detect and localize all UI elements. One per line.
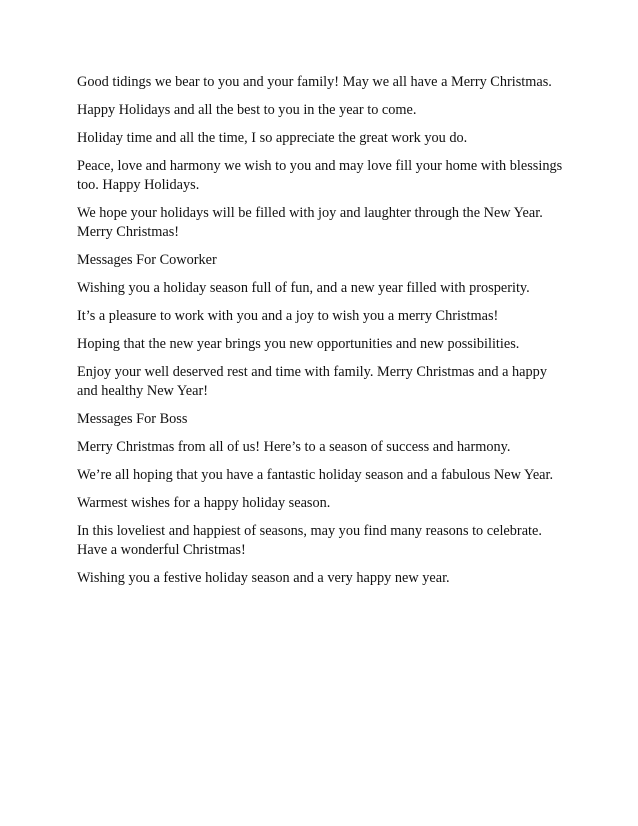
paragraph-joy-laughter: We hope your holidays will be filled with joy and laughter through the New Year. Merry Christmas!: [77, 205, 543, 240]
paragraph-pleasure-to-work: It’s a pleasure to work with you and a joy to wish you a merry Christmas!: [77, 308, 499, 324]
paragraph-warmest-wishes: Warmest wishes for a happy holiday season.: [77, 495, 331, 511]
paragraph-well-deserved-rest: Enjoy your well deserved rest and time with family. Merry Christmas and a happy and healthy New Year!: [77, 364, 547, 399]
paragraph-season-of-fun: Wishing you a holiday season full of fun, and a new year filled with prosperity.: [77, 280, 530, 296]
paragraph-loveliest-seasons: In this loveliest and happiest of seasons, may you find many reasons to celebrate. Have a wonderful Christmas!: [77, 523, 542, 558]
paragraph-from-all-of-us: Merry Christmas from all of us! Here’s to a season of success and harmony.: [77, 439, 511, 455]
paragraph-fantastic-season: We’re all hoping that you have a fantastic holiday season and a fabulous New Year.: [77, 467, 554, 483]
paragraph-tidings: Good tidings we bear to you and your family! May we all have a Merry Christmas.: [77, 74, 552, 90]
document-body: [77, 73, 563, 597]
section-heading-boss: Messages For Boss: [77, 411, 188, 427]
section-heading-coworker: Messages For Coworker: [77, 252, 217, 268]
paragraph-festive-season: Wishing you a festive holiday season and a very happy new year.: [77, 570, 450, 586]
paragraph-peace-love: Peace, love and harmony we wish to you and may love fill your home with blessings too. Happy Holidays.: [77, 158, 563, 193]
paragraph-holiday-time: Holiday time and all the time, I so appreciate the great work you do.: [77, 130, 468, 146]
paragraph-new-opportunities: Hoping that the new year brings you new opportunities and new possibilities.: [77, 336, 520, 352]
paragraph-happy-holidays: Happy Holidays and all the best to you in the year to come.: [77, 102, 417, 118]
